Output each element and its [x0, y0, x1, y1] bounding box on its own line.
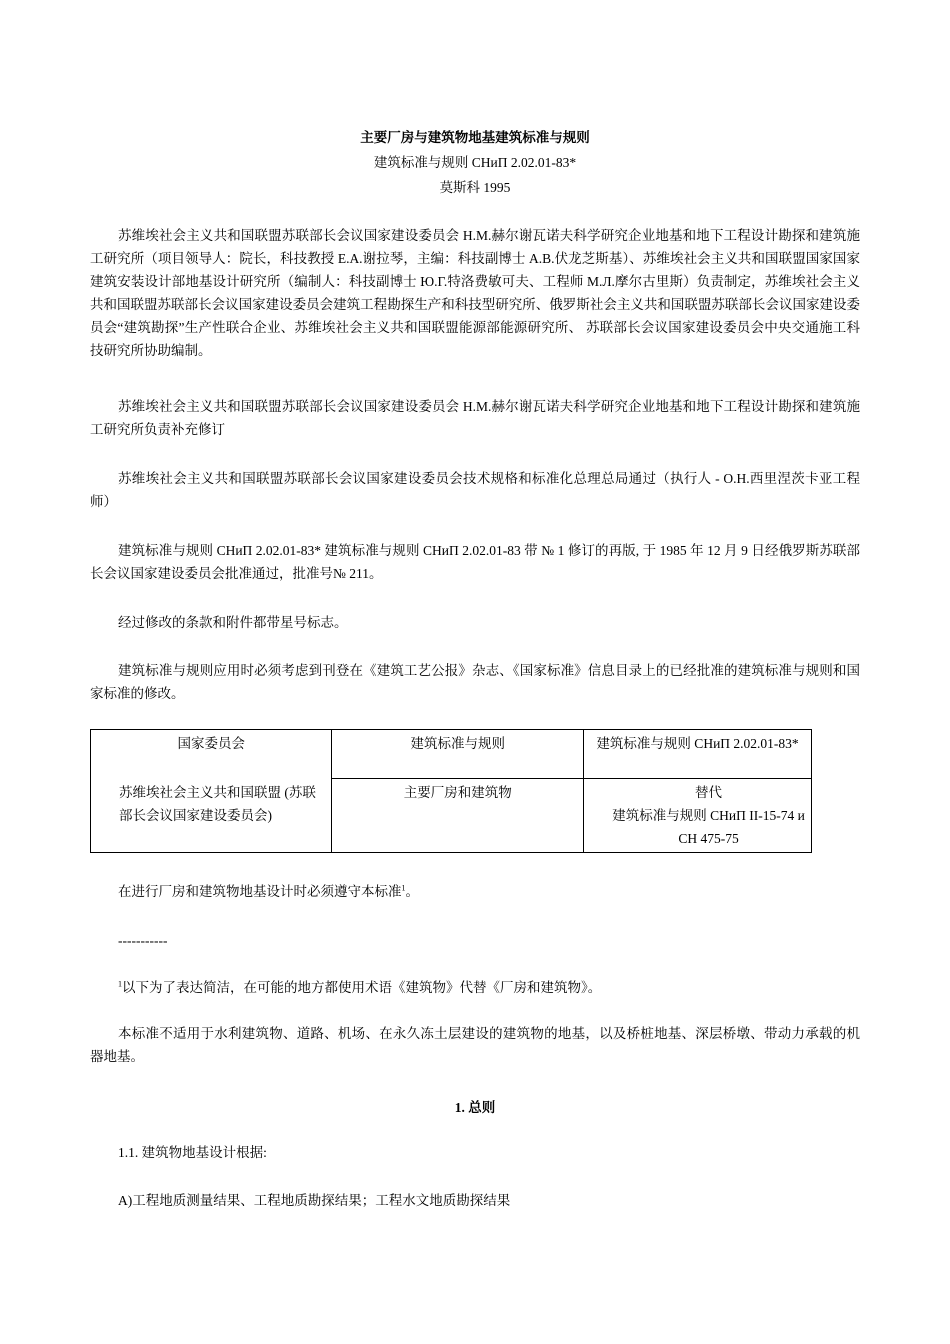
- intro-paragraph-2: 苏维埃社会主义共和国联盟苏联部长会议国家建设委员会 H.M.赫尔谢瓦诺夫科学研究企业地基和地下工程设计勘探和建筑施工研究所负责补充修订: [90, 399, 860, 437]
- intro-paragraph-5: 经过修改的条款和附件都带星号标志。: [118, 615, 348, 630]
- document-place-year: 莫斯科 1995: [439, 180, 511, 195]
- scope-end: 。: [405, 884, 419, 899]
- section-heading: 1. 总则: [454, 1100, 496, 1115]
- document-subtitle: 建筑标准与规则 CHиП 2.02.01-83*: [373, 155, 577, 170]
- table-cell-text: 主要厂房和建筑物: [403, 785, 512, 800]
- table-cell-code: [584, 730, 812, 779]
- intro-paragraph-6: 建筑标准与规则应用时必须考虑到刊登在《建筑工艺公报》杂志、《国家标准》信息目录上的已经批准的建筑标准与规则和国家标准的修改。: [90, 663, 860, 701]
- replaces-label: 替代: [695, 785, 723, 800]
- approval-table: [90, 729, 812, 853]
- table-cell-committee-name: [91, 779, 332, 853]
- footnote-separator: -----------: [118, 933, 168, 948]
- replaces-codes: 建筑标准与规则 CHиП II-15-74 и CH 475-75: [612, 808, 805, 846]
- intro-paragraph-1: 苏维埃社会主义共和国联盟苏联部长会议国家建设委员会 H.M.赫尔谢瓦诺夫科学研究企业地基和地下工程设计勘探和建筑施工研究所（项目领导人：院长，科技教授 E.A.谢拉琴，主编：科技副博士 A.B.伏龙芝斯基）、苏维埃社会主义共和国联盟国家国家建筑安装设计部地基设计研究所（编制人：科技副博士 Ю.Г.特洛费敏可夫、工程师 M.Л.摩尔古里斯）负责制定，苏维埃社会主义共和国联盟苏联部长会议国家建设委员会建筑工程勘探生产和科技型研究所、俄罗斯社会主义共和国联盟苏联部长会议国家建设委员会“建筑勘探”生产性联合企业、苏维埃社会主义共和国联盟能源部能源研究所、 苏联部长会议国家建设委员会中央交通施工科技研究所协助编制。: [90, 228, 860, 358]
- table-cell-standard-header: [332, 730, 584, 779]
- intro-paragraph-4: 建筑标准与规则 CHиП 2.02.01-83* 建筑标准与规则 CHиП 2.02.01-83 带 № 1 修订的再版, 于 1985 年 12 月 9 日经俄罗斯苏联部长会议国家建设委员会批准通过，批准号№ 211。: [90, 543, 860, 581]
- footnote-text: 以下为了表达简洁，在可能的地方都使用术语《建筑物》代替《厂房和建筑物》。: [122, 980, 602, 995]
- table-cell-text: 建筑标准与规则 CHиП 2.02.01-83*: [596, 736, 799, 751]
- table-row: [91, 730, 812, 779]
- footnote-mark: 1: [118, 979, 122, 989]
- table-cell-subject: [332, 779, 584, 853]
- intro-paragraph-3: 苏维埃社会主义共和国联盟苏联部长会议国家建设委员会技术规格和标准化总理总局通过（执行人 - O.H.西里涅茨卡亚工程师）: [90, 471, 860, 509]
- table-cell-text: 国家委员会: [177, 736, 245, 751]
- clause-1-1: 1.1. 建筑物地基设计根据:: [118, 1145, 267, 1160]
- footnote-reference: 1: [401, 883, 406, 893]
- table-cell-committee-header: [91, 730, 332, 779]
- clause-1-1-item-a: A)工程地质测量结果、工程地质勘探结果；工程水文地质勘探结果: [118, 1193, 511, 1208]
- exclusion-paragraph: 本标准不适用于水利建筑物、道路、机场、在永久冻土层建设的建筑物的地基，以及桥桩地基、深层桥墩、带动力承载的机器地基。: [90, 1026, 860, 1064]
- table-cell-replaces: [584, 779, 812, 853]
- scope-paragraph: [90, 880, 860, 903]
- table-cell-text: 苏维埃社会主义共和国联盟 (苏联部长会议国家建设委员会): [119, 784, 316, 823]
- footnote: [90, 976, 860, 999]
- document-title: 主要厂房与建筑物地基建筑标准与规则: [360, 130, 590, 145]
- table-row: [91, 779, 812, 853]
- table-cell-text: 建筑标准与规则: [410, 736, 506, 751]
- scope-text: 在进行厂房和建筑物地基设计时必须遵守本标准: [118, 884, 402, 899]
